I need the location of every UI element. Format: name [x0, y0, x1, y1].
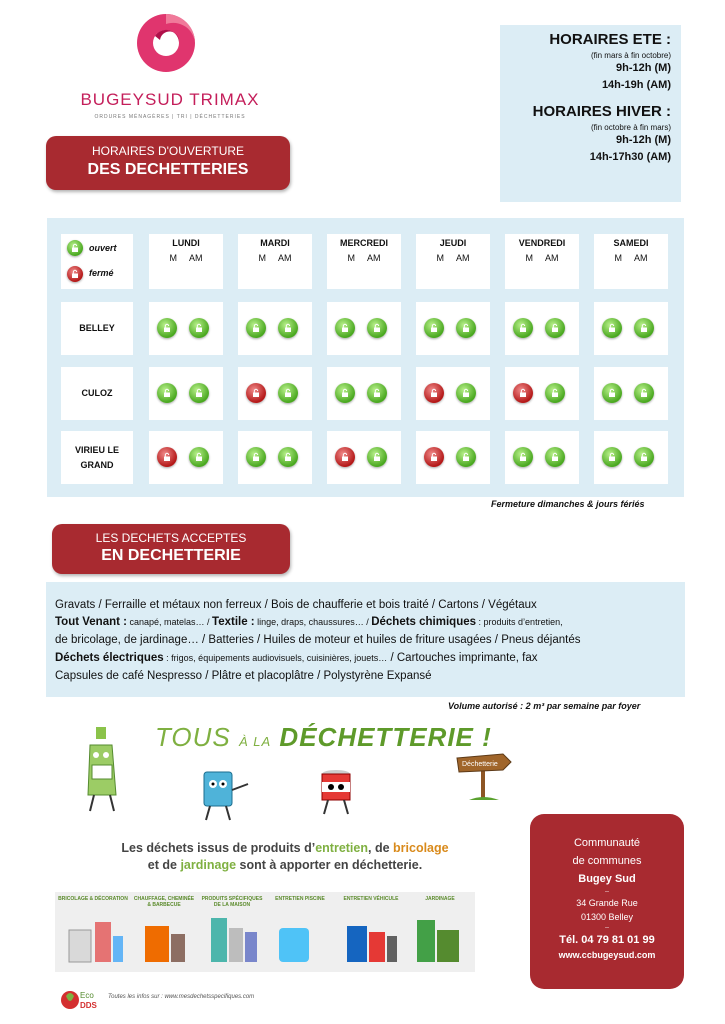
accepted-line1: LES DECHETS ACCEPTES	[95, 531, 247, 545]
brand-name: BUGEYSUD TRIMAX	[80, 90, 260, 109]
paint-can-mascot-icon	[312, 766, 360, 816]
title-line2: DES DECHETTERIES	[87, 161, 249, 178]
closed-status-icon	[424, 383, 444, 403]
community-phone: Tél. 04 79 81 01 99	[559, 934, 655, 946]
eco-dds-icon	[60, 986, 104, 1014]
summer-morning: 9h-12h (M)	[616, 62, 671, 74]
summer-title: HORAIRES ETE :	[549, 31, 671, 48]
brand-subtitle: ORDURES MÉNAGÈRES | TRI | DÉCHETTERIES	[94, 114, 246, 120]
schedule-cell	[327, 431, 401, 484]
row-label-belley: BELLEY	[61, 302, 133, 355]
open-status-icon	[513, 318, 533, 338]
schedule-cell	[416, 367, 490, 420]
row-label-virieu: VIRIEU LE GRAND	[61, 431, 133, 484]
open-status-icon	[602, 383, 622, 403]
open-status-icon	[157, 383, 177, 403]
community-separator: --	[605, 925, 609, 931]
community-website[interactable]: www.ccbugeysud.com	[558, 950, 656, 960]
community-line1: Communauté	[573, 837, 641, 849]
open-status-icon	[456, 447, 476, 467]
open-status-icon	[367, 383, 387, 403]
open-status-icon	[602, 318, 622, 338]
product-label: ENTRETIEN VÉHICULE	[343, 896, 399, 902]
products-banner	[55, 892, 475, 972]
canister-mascot-icon	[192, 768, 252, 823]
closed-status-icon	[157, 447, 177, 467]
winter-title: HORAIRES HIVER :	[532, 103, 671, 120]
waste-line-5: Capsules de café Nespresso / Plâtre et placoplâtre / Polystyrène Expansé	[55, 670, 432, 682]
open-status-icon	[157, 318, 177, 338]
open-status-icon	[278, 383, 298, 403]
waste-line-1: Gravats / Ferraille et métaux non ferreux / Bois de chaufferie et bois traité / Cartons / Végétaux	[55, 599, 537, 611]
schedule-cell	[149, 302, 223, 355]
day-header: LUNDI M AM	[149, 234, 223, 289]
title-line1: HORAIRES D'OUVERTURE	[91, 144, 245, 158]
product-label: BRICOLAGE & DÉCORATION	[58, 896, 128, 902]
accepted-waste-title	[52, 524, 290, 574]
notice: Les déchets issus de produits d’entretien, de bricolage et de jardinage sont à apporter en déchetterie.	[121, 841, 449, 872]
closed-status-icon	[335, 447, 355, 467]
product-label: JARDINAGE	[425, 896, 455, 902]
schedule-cell	[327, 367, 401, 420]
schedule-cell	[149, 431, 223, 484]
open-status-icon	[634, 318, 654, 338]
product-label: PRODUITS SPÉCIFIQUES DE LA MAISON	[201, 896, 263, 908]
legend-open-label: ouvert	[89, 243, 117, 253]
day-header: JEUDI M AM	[416, 234, 490, 289]
svg-text:Eco: Eco	[80, 991, 94, 1000]
product-label: ENTRETIEN PISCINE	[275, 896, 325, 902]
schedule-grid	[47, 218, 684, 497]
row-label-culoz: CULOZ	[61, 367, 133, 420]
accepted-line2: EN DECHETTERIE	[101, 547, 241, 564]
product-label: CHAUFFAGE, CHEMINÉE & BARBECUE	[133, 896, 195, 908]
schedule-cell	[238, 367, 312, 420]
waste-line-2: Tout Venant : canapé, matelas… / Textile : linge, draps, chaussures… / Déchets chimiques : produits d’entretien,	[55, 616, 563, 628]
day-header: SAMEDI M AM	[594, 234, 668, 289]
schedule-cell	[594, 431, 668, 484]
open-status-icon	[246, 318, 266, 338]
open-status-icon	[634, 447, 654, 467]
schedule-cell	[416, 431, 490, 484]
community-box	[530, 814, 684, 989]
schedule-cell	[594, 367, 668, 420]
open-status-icon	[456, 318, 476, 338]
sign-text: Déchetterie	[462, 761, 498, 768]
community-line2: de communes	[572, 855, 642, 867]
day-header: MARDI M AM	[238, 234, 312, 289]
schedule-cell	[505, 302, 579, 355]
closed-status-icon	[424, 447, 444, 467]
open-status-icon	[513, 447, 533, 467]
bottle-mascot-icon	[80, 725, 130, 815]
waste-list	[46, 582, 685, 697]
footer-link[interactable]: Toutes les infos sur : www.mesdechetsspecifiques.com	[108, 994, 255, 1000]
dechetterie-sign-icon	[455, 752, 513, 804]
winter-morning: 9h-12h (M)	[616, 134, 671, 146]
open-status-icon	[545, 447, 565, 467]
winter-period: (fin octobre à fin mars)	[590, 123, 671, 132]
day-header: VENDREDI M AM	[505, 234, 579, 289]
open-status-icon	[189, 318, 209, 338]
schedule-cell	[238, 431, 312, 484]
open-status-icon	[367, 318, 387, 338]
schedule-cell	[594, 302, 668, 355]
community-separator: --	[605, 889, 609, 895]
closed-status-icon	[513, 383, 533, 403]
slogan: TOUS À LA DÉCHETTERIE !	[155, 722, 492, 752]
open-status-icon	[278, 447, 298, 467]
schedule-cell	[149, 367, 223, 420]
waste-line-4: Déchets électriques : frigos, équipements audiovisuels, cuisinières, jouets… / Cartouches imprimante, fax	[55, 652, 538, 664]
hours-panel	[500, 25, 681, 202]
brand-logo-icon	[135, 12, 197, 74]
open-status-icon	[456, 383, 476, 403]
closed-status-icon	[246, 383, 266, 403]
open-status-icon	[602, 447, 622, 467]
opening-hours-title	[46, 136, 290, 190]
community-line3: Bugey Sud	[578, 873, 636, 885]
products-illustration-icon	[55, 912, 475, 970]
open-status-icon	[278, 318, 298, 338]
legend	[61, 234, 133, 289]
open-status-icon	[545, 318, 565, 338]
svg-text:DDS: DDS	[80, 1001, 97, 1010]
open-status-icon	[246, 447, 266, 467]
open-status-icon	[545, 383, 565, 403]
schedule-cell	[327, 302, 401, 355]
summer-afternoon: 14h-19h (AM)	[601, 79, 671, 91]
community-address2: 01300 Belley	[580, 912, 634, 922]
community-address1: 34 Grande Rue	[576, 898, 638, 908]
schedule-cell	[416, 302, 490, 355]
closure-note: Fermeture dimanches & jours fériés	[491, 499, 645, 509]
open-status-icon	[189, 447, 209, 467]
open-status-icon	[189, 383, 209, 403]
closed-legend-icon	[67, 266, 83, 282]
summer-period: (fin mars à fin octobre)	[590, 51, 671, 60]
winter-afternoon: 14h-17h30 (AM)	[589, 151, 671, 163]
open-status-icon	[335, 318, 355, 338]
waste-line-3: de bricolage, de jardinage… / Batteries / Huiles de moteur et huiles de friture usagées / Pneus déjantés	[55, 634, 581, 646]
open-status-icon	[634, 383, 654, 403]
schedule-cell	[505, 431, 579, 484]
open-status-icon	[424, 318, 444, 338]
volume-note: Volume autorisé : 2 m³ par semaine par foyer	[448, 701, 641, 711]
eco-dds-logo	[60, 986, 104, 1019]
schedule-cell	[505, 367, 579, 420]
schedule-cell	[238, 302, 312, 355]
open-status-icon	[335, 383, 355, 403]
day-header: MERCREDI M AM	[327, 234, 401, 289]
legend-closed-label: fermé	[89, 268, 114, 278]
open-legend-icon	[67, 240, 83, 256]
open-status-icon	[367, 447, 387, 467]
